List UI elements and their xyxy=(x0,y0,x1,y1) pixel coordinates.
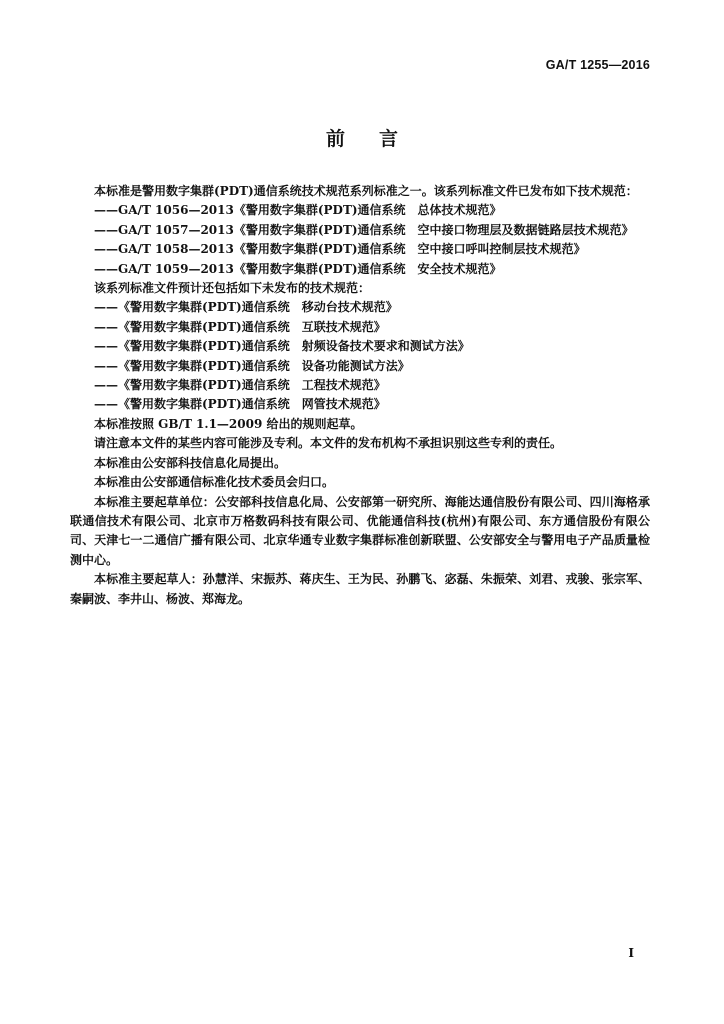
proposed-by: 本标准由公安部科技信息化局提出。 xyxy=(94,455,287,470)
planned-item: ——《警用数字集群(PDT)通信系统 工程技术规范》 xyxy=(94,378,386,393)
planned-item: ——《警用数字集群(PDT)通信系统 射频设备技术要求和测试方法》 xyxy=(94,339,470,354)
published-item: ——GA/T 1059—2013《警用数字集群(PDT)通信系统 安全技术规范》 xyxy=(94,261,502,276)
published-item: ——GA/T 1056—2013《警用数字集群(PDT)通信系统 总体技术规范》 xyxy=(94,203,502,218)
planned-item: ——《警用数字集群(PDT)通信系统 互联技术规范》 xyxy=(94,319,386,334)
planned-intro: 该系列标准文件预计还包括如下未发布的技术规范： xyxy=(94,281,371,296)
foreword-body xyxy=(70,182,650,609)
planned-item: ——《警用数字集群(PDT)通信系统 网管技术规范》 xyxy=(94,397,386,412)
document-code: GA/T 1255—2016 xyxy=(545,58,650,72)
intro-paragraph: 本标准是警用数字集群(PDT)通信系统技术规范系列标准之一。该系列标准文件已发布如下技术规范： xyxy=(94,184,638,198)
page-title: 前言 xyxy=(325,128,432,150)
published-item: ——GA/T 1057—2013《警用数字集群(PDT)通信系统 空中接口物理层及数据链路层技术规范》 xyxy=(94,222,634,237)
patent-notice: 请注意本文件的某些内容可能涉及专利。本文件的发布机构不承担识别这些专利的责任。 xyxy=(94,436,563,451)
planned-item: ——《警用数字集群(PDT)通信系统 设备功能测试方法》 xyxy=(94,358,410,373)
planned-item: ——《警用数字集群(PDT)通信系统 移动台技术规范》 xyxy=(94,300,398,315)
page-number: I xyxy=(628,946,634,960)
drafting-units: 本标准主要起草单位：公安部科技信息化局、公安部第一研究所、海能达通信股份有限公司、四川海格承联通信技术有限公司、北京市万格数码科技有限公司、优能通信科技(杭州)有限公司、东方通信股份有限公司、天津七一二通信广播有限公司、北京华通专业数字集群标准创新联盟、公安部安全与警用电子产品质量检测中心。 xyxy=(70,494,650,567)
drafters: 本标准主要起草人：孙慧洋、宋振苏、蒋庆生、王为民、孙鹏飞、宓磊、朱振荣、刘君、戎骏、张宗军、秦嗣波、李井山、杨波、郑海龙。 xyxy=(70,572,650,606)
administered-by: 本标准由公安部通信标准化技术委员会归口。 xyxy=(94,475,335,490)
drafting-rule: 本标准按照 GB/T 1.1—2009 给出的规则起草。 xyxy=(94,416,363,431)
published-item: ——GA/T 1058—2013《警用数字集群(PDT)通信系统 空中接口呼叫控制层技术规范》 xyxy=(94,242,586,257)
